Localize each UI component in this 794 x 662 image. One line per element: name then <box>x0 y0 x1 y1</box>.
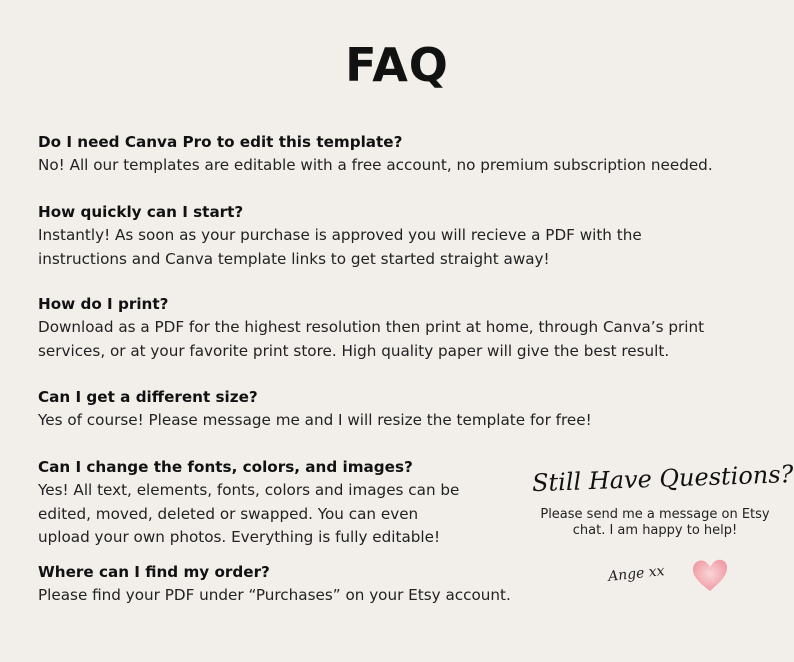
faq-answer: Instantly! As soon as your purchase is approved you will recieve a PDF with the instructions and Canva template links to get started straight away! <box>38 226 642 268</box>
faq-answer: Yes! All text, elements, fonts, colors and images can be edited, moved, deleted or swapped. You can even upload your own photos. Everything is fully editable! <box>38 481 460 546</box>
faq-question: Can I change the fonts, colors, and images? <box>38 458 413 476</box>
faq-question: Do I need Canva Pro to edit this template? <box>38 133 403 151</box>
faq-item <box>38 561 538 608</box>
side-note <box>531 460 794 539</box>
page-title: FAQ <box>345 38 449 92</box>
faq-answer: Yes of course! Please message me and I will resize the template for free! <box>38 411 592 429</box>
side-note-heading: Still Have Questions? <box>531 460 794 498</box>
faq-item <box>38 456 508 550</box>
faq-answer: No! All our templates are editable with a free account, no premium subscription needed. <box>38 156 713 174</box>
faq-question: How quickly can I start? <box>38 203 244 221</box>
faq-answer: Please find your PDF under “Purchases” on your Etsy account. <box>38 586 511 604</box>
faq-question: Where can I find my order? <box>38 563 270 581</box>
heart-icon <box>690 556 730 594</box>
faq-item <box>38 131 758 178</box>
faq-item <box>38 386 758 433</box>
side-note-message: Please send me a message on Etsy chat. I am happy to help! <box>540 507 770 538</box>
faq-question: Can I get a different size? <box>38 388 258 406</box>
faq-item <box>38 201 758 271</box>
faq-answer: Download as a PDF for the highest resolution then print at home, through Canva’s print services, or at your favorite print store. High quality paper will give the best result. <box>38 318 705 360</box>
signoff: Ange xx <box>607 563 666 585</box>
faq-question: How do I print? <box>38 295 169 313</box>
faq-item <box>38 293 758 363</box>
